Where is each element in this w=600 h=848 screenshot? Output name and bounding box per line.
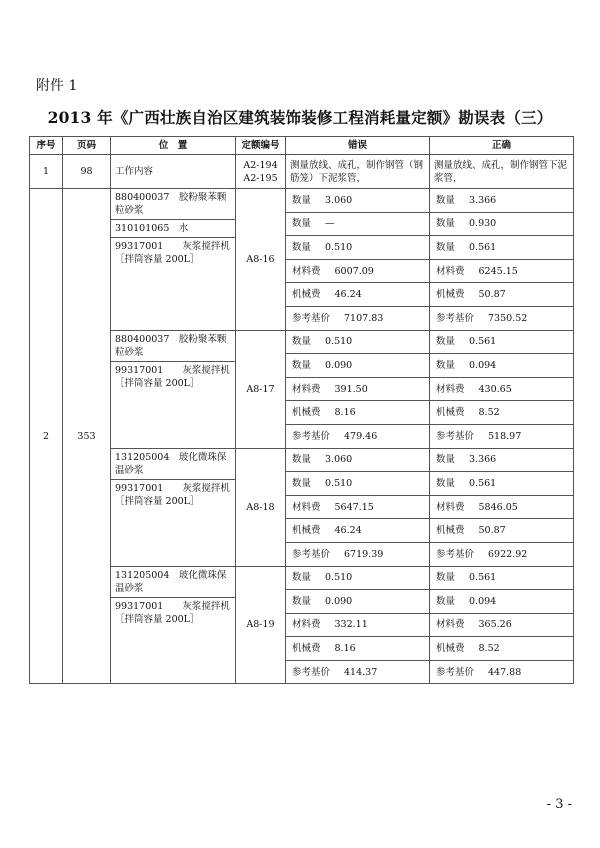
item-value: 365.26 xyxy=(478,619,512,631)
right-cell xyxy=(430,330,574,354)
item-label: 材料费 xyxy=(436,383,465,395)
position-cell xyxy=(111,189,236,331)
header-right: 正确 xyxy=(430,137,574,155)
wrong-cell xyxy=(286,566,430,590)
item-value: 3.366 xyxy=(469,454,497,466)
row-page: 353 xyxy=(63,189,111,684)
item-value: 0.561 xyxy=(469,572,497,584)
wrong-cell xyxy=(286,236,430,260)
item-value: 518.97 xyxy=(488,430,522,442)
item-value: 6922.92 xyxy=(488,548,528,560)
item-label: 数量 xyxy=(292,477,312,489)
table-row xyxy=(30,566,574,590)
item-value: 6245.15 xyxy=(478,265,518,277)
right-cell xyxy=(430,613,574,637)
item-value: 0.510 xyxy=(325,477,353,489)
row-wrong: 测量放线、成孔，制作钢管（钢筋笼）下泥浆管， xyxy=(286,155,430,189)
right-cell xyxy=(430,212,574,236)
item-label: 参考基价 xyxy=(292,548,331,560)
item-label: 参考基价 xyxy=(292,666,331,678)
item-label: 数量 xyxy=(436,454,456,466)
item-value: 46.24 xyxy=(334,525,362,537)
row-no: 1 xyxy=(30,155,63,189)
header-position: 位 置 xyxy=(111,137,236,155)
item-label: 参考基价 xyxy=(436,548,475,560)
wrong-cell xyxy=(286,354,430,378)
right-cell xyxy=(430,519,574,543)
item-label: 数量 xyxy=(436,241,456,253)
item-label: 参考基价 xyxy=(436,312,475,324)
item-label: 数量 xyxy=(292,194,312,206)
wrong-cell xyxy=(286,401,430,425)
right-cell xyxy=(430,283,574,307)
item-label: 数量 xyxy=(436,194,456,206)
item-label: 材料费 xyxy=(292,265,321,277)
item-value: 0.561 xyxy=(469,336,497,348)
item-value: 0.090 xyxy=(325,595,353,607)
errata-table xyxy=(29,136,574,684)
item-value: 414.37 xyxy=(344,666,378,678)
item-label: 数量 xyxy=(292,572,312,584)
item-label: 参考基价 xyxy=(292,312,331,324)
item-label: 参考基价 xyxy=(436,430,475,442)
wrong-cell xyxy=(286,660,430,684)
item-value: 5647.15 xyxy=(334,501,374,513)
right-cell xyxy=(430,448,574,472)
item-value: 430.65 xyxy=(478,383,512,395)
item-label: 数量 xyxy=(292,336,312,348)
item-value: 0.094 xyxy=(469,359,497,371)
position-item: 131205004 玻化微珠保温砂浆 xyxy=(111,449,235,480)
code-line: A2-195 xyxy=(243,172,278,184)
item-value: 8.16 xyxy=(334,643,356,655)
item-value: 0.510 xyxy=(325,336,353,348)
item-label: 数量 xyxy=(292,241,312,253)
item-label: 机械费 xyxy=(292,643,321,655)
row-code: A8-19 xyxy=(236,566,286,684)
right-cell xyxy=(430,566,574,590)
position-cell xyxy=(111,448,236,566)
row-right: 测量放线、成孔，制作钢管下泥浆管， xyxy=(430,155,574,189)
item-value: 8.52 xyxy=(478,643,500,655)
item-label: 材料费 xyxy=(436,501,465,513)
item-label: 数量 xyxy=(292,218,312,230)
header-code: 定额编号 xyxy=(236,137,286,155)
item-value: 50.87 xyxy=(478,525,506,537)
right-cell xyxy=(430,637,574,661)
item-label: 机械费 xyxy=(436,407,465,419)
wrong-cell xyxy=(286,590,430,614)
position-item: 99317001 灰浆搅拌机［拌筒容量 200L］ xyxy=(115,241,230,265)
item-label: 材料费 xyxy=(292,619,321,631)
table-row xyxy=(30,189,574,213)
item-label: 机械费 xyxy=(436,525,465,537)
right-cell xyxy=(430,189,574,213)
item-label: 参考基价 xyxy=(292,430,331,442)
position-cell xyxy=(111,566,236,684)
header-row xyxy=(30,137,574,155)
item-value: 6007.09 xyxy=(334,265,374,277)
table-row xyxy=(30,448,574,472)
item-label: 数量 xyxy=(436,218,456,230)
item-value: 6719.39 xyxy=(344,548,384,560)
item-value: 391.50 xyxy=(334,383,368,395)
item-value: 332.11 xyxy=(334,619,368,631)
table-row xyxy=(30,330,574,354)
position-item: 99317001 灰浆搅拌机［拌筒容量 200L］ xyxy=(115,364,230,389)
item-value: 7350.52 xyxy=(488,312,528,324)
right-cell xyxy=(430,377,574,401)
header-wrong: 错误 xyxy=(286,137,430,155)
wrong-cell xyxy=(286,283,430,307)
item-label: 参考基价 xyxy=(436,666,475,678)
position-item: 880400037 胶粉聚苯颗粒砂浆 xyxy=(111,331,235,362)
right-cell xyxy=(430,401,574,425)
item-label: 机械费 xyxy=(292,289,321,301)
item-label: 机械费 xyxy=(436,289,465,301)
item-value: 3.060 xyxy=(325,454,353,466)
item-label: 数量 xyxy=(292,359,312,371)
item-value: 0.090 xyxy=(325,359,353,371)
right-cell xyxy=(430,660,574,684)
item-label: 材料费 xyxy=(292,501,321,513)
item-value: 3.060 xyxy=(325,194,353,206)
right-cell xyxy=(430,424,574,448)
header-no: 序号 xyxy=(30,137,63,155)
wrong-cell xyxy=(286,424,430,448)
right-cell xyxy=(430,590,574,614)
item-value: — xyxy=(325,218,335,230)
code-line: A2-194 xyxy=(243,159,278,171)
item-label: 材料费 xyxy=(292,383,321,395)
row-code: A8-16 xyxy=(236,189,286,331)
item-value: 447.88 xyxy=(488,666,522,678)
right-cell xyxy=(430,542,574,566)
right-cell xyxy=(430,472,574,496)
position-item: 99317001 灰浆搅拌机［拌筒容量 200L］ xyxy=(115,482,230,507)
item-label: 数量 xyxy=(292,454,312,466)
item-value: 0.561 xyxy=(469,477,497,489)
row-code xyxy=(236,155,286,189)
wrong-cell xyxy=(286,472,430,496)
item-value: 50.87 xyxy=(478,289,506,301)
position-cell xyxy=(111,330,236,448)
wrong-cell xyxy=(286,519,430,543)
item-label: 数量 xyxy=(436,477,456,489)
item-value: 8.52 xyxy=(478,407,500,419)
item-value: 0.930 xyxy=(469,218,497,230)
item-value: 479.46 xyxy=(344,430,378,442)
table-row xyxy=(30,155,574,189)
wrong-cell xyxy=(286,377,430,401)
wrong-cell xyxy=(286,542,430,566)
position-item: 131205004 玻化微珠保温砂浆 xyxy=(111,567,235,598)
item-label: 数量 xyxy=(436,572,456,584)
item-label: 数量 xyxy=(436,595,456,607)
item-label: 数量 xyxy=(436,359,456,371)
item-label: 数量 xyxy=(292,595,312,607)
wrong-cell xyxy=(286,613,430,637)
item-value: 46.24 xyxy=(334,289,362,301)
wrong-cell xyxy=(286,212,430,236)
item-label: 机械费 xyxy=(436,643,465,655)
item-label: 数量 xyxy=(436,336,456,348)
document-title: 2013 年《广西壮族自治区建筑装饰装修工程消耗量定额》勘误表（三） xyxy=(47,108,553,127)
item-value: 8.16 xyxy=(334,407,356,419)
page-number: - 3 - xyxy=(546,797,572,812)
item-label: 材料费 xyxy=(436,619,465,631)
item-label: 机械费 xyxy=(292,407,321,419)
right-cell xyxy=(430,236,574,260)
item-label: 机械费 xyxy=(292,525,321,537)
position-item: 99317001 灰浆搅拌机［拌筒容量 200L］ xyxy=(115,600,230,625)
item-value: 0.510 xyxy=(325,241,353,253)
wrong-cell xyxy=(286,330,430,354)
row-code: A8-17 xyxy=(236,330,286,448)
row-no: 2 xyxy=(30,189,63,684)
wrong-cell xyxy=(286,637,430,661)
wrong-cell xyxy=(286,259,430,283)
wrong-cell xyxy=(286,189,430,213)
wrong-cell xyxy=(286,448,430,472)
position-item: 310101065 水 xyxy=(111,220,235,238)
item-value: 7107.83 xyxy=(344,312,384,324)
item-value: 0.094 xyxy=(469,595,497,607)
right-cell xyxy=(430,354,574,378)
wrong-cell xyxy=(286,495,430,519)
item-value: 5846.05 xyxy=(478,501,518,513)
item-value: 0.561 xyxy=(469,241,497,253)
header-page: 页码 xyxy=(63,137,111,155)
position-item: 880400037 胶粉聚苯颗粒砂浆 xyxy=(111,189,235,220)
item-value: 0.510 xyxy=(325,572,353,584)
row-position: 工作内容 xyxy=(111,155,236,189)
right-cell xyxy=(430,306,574,330)
item-value: 3.366 xyxy=(469,194,497,206)
right-cell xyxy=(430,495,574,519)
right-cell xyxy=(430,259,574,283)
row-code: A8-18 xyxy=(236,448,286,566)
item-label: 材料费 xyxy=(436,265,465,277)
row-page: 98 xyxy=(63,155,111,189)
attachment-label: 附件 1 xyxy=(36,78,78,94)
wrong-cell xyxy=(286,306,430,330)
